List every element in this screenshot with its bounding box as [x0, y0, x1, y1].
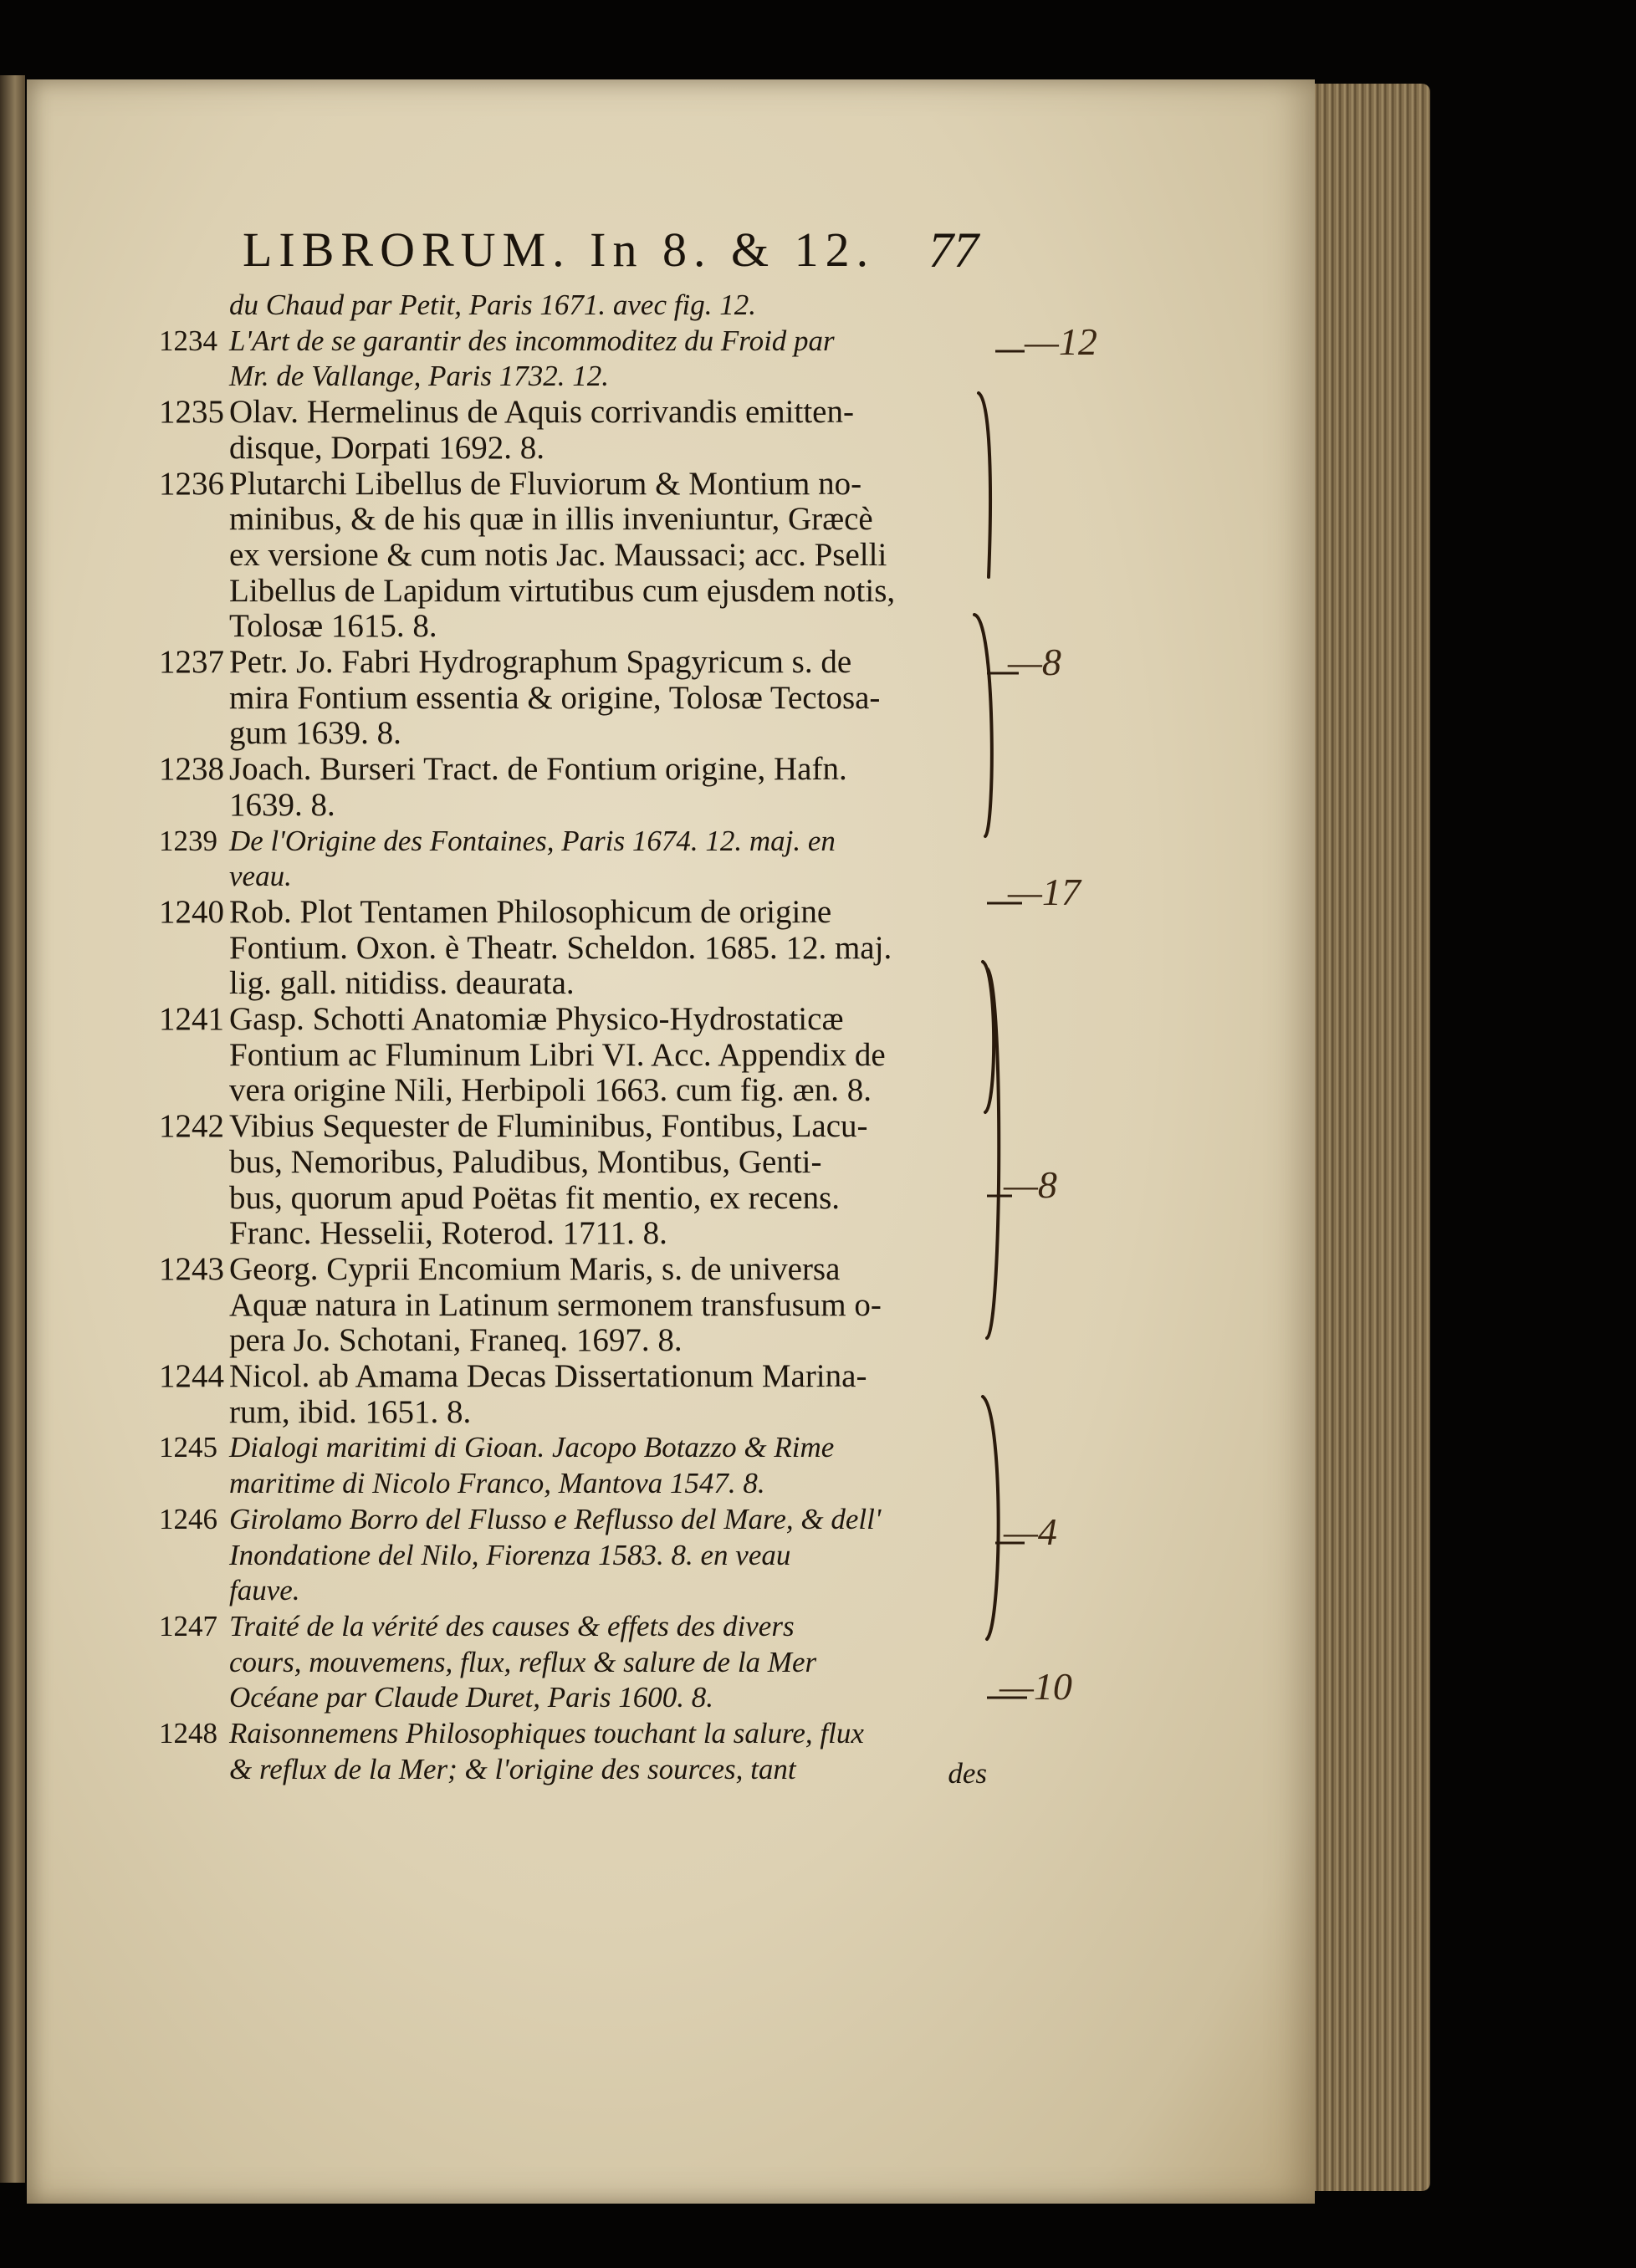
entry-text: Olav. Hermelinus de Aquis corrivandis emitten- — [229, 394, 854, 430]
entry-text: Franc. Hesselii, Roterod. 1711. 8. — [229, 1215, 667, 1251]
entry-text: maritime di Nicolo Franco, Mantova 1547. 8. — [229, 1467, 765, 1499]
margin-note-4: —8 — [1004, 1163, 1057, 1206]
entry-text: Plutarchi Libellus de Fluviorum & Montium no- — [229, 466, 862, 502]
entry-text: Dialogi maritimi di Gioan. Jacopo Botazzo & Rime — [229, 1431, 835, 1463]
entry-text: gum 1639. 8. — [229, 715, 401, 751]
entry-number: 1245 — [159, 1431, 217, 1463]
entry-text: Petr. Jo. Fabri Hydrographum Spagyricum s. de — [229, 644, 852, 680]
margin-note-5: —4 — [1004, 1510, 1057, 1553]
entry-text: L'Art de se garantir des incommoditez du Froid par — [229, 324, 835, 357]
entry-text: Nicol. ab Amama Decas Dissertationum Marina- — [229, 1358, 867, 1394]
entry-text: Vibius Sequester de Fluminibus, Fontibus, Lacu- — [229, 1108, 868, 1144]
entry-number: 1248 — [159, 1717, 217, 1750]
entry-text: 1639. 8. — [229, 787, 335, 823]
entry-number: 1247 — [159, 1610, 217, 1642]
bracket-1 — [979, 393, 990, 577]
entry-text: bus, quorum apud Poëtas fit mentio, ex recens. — [229, 1180, 841, 1216]
entry-text: cours, mouvemens, flux, reflux & salure de la Mer — [229, 1646, 817, 1678]
entry-text: & reflux de la Mer; & l'origine des sources, tant — [229, 1753, 796, 1785]
entry-text: Mr. de Vallange, Paris 1732. 12. — [229, 360, 610, 392]
entry-text: Inondatione del Nilo, Fiorenza 1583. 8. en veau — [229, 1539, 791, 1571]
margin-note-6: —10 — [999, 1665, 1072, 1708]
entry-text: Raisonnemens Philosophiques touchant la salure, flux — [229, 1717, 864, 1750]
entry-text: Gasp. Schotti Anatomiæ Physico-Hydrostaticæ — [229, 1001, 844, 1037]
entry-text: ex versione & cum notis Jac. Maussaci; acc. Pselli — [229, 537, 887, 573]
catchword: des — [948, 1757, 987, 1790]
margin-note-1: —12 — [1025, 320, 1097, 363]
entry-text: Girolamo Borro del Flusso e Reflusso del Mare, & dell' — [229, 1503, 882, 1535]
entry-number: 1237 — [159, 644, 224, 680]
entry-text: disque, Dorpati 1692. 8. — [229, 430, 544, 466]
entry-number: 1235 — [159, 394, 224, 430]
entry-text: bus, Nemoribus, Paludibus, Montibus, Genti- — [229, 1144, 822, 1180]
entry-number: 1244 — [159, 1358, 224, 1394]
entry-text: pera Jo. Schotani, Franeq. 1697. 8. — [229, 1322, 683, 1358]
margin-note-3: —17 — [1008, 871, 1081, 913]
entry-text: Tolosæ 1615. 8. — [229, 608, 437, 644]
entry-text: Fontium ac Fluminum Libri VI. Acc. Appendix de — [229, 1037, 886, 1073]
entry-number: 1234 — [159, 324, 217, 357]
entry-text: De l'Origine des Fontaines, Paris 1674. 12. maj. en — [229, 825, 836, 857]
entry-text: mira Fontium essentia & origine, Tolosæ Tectosa- — [229, 680, 881, 716]
header-title: LIBRORUM. In 8. & 12. — [243, 222, 876, 277]
entry-text: Océane par Claude Duret, Paris 1600. 8. — [229, 1681, 714, 1714]
entry-number: 1246 — [159, 1503, 217, 1535]
entry-number: 1242 — [159, 1108, 224, 1144]
entry-text: fauve. — [229, 1574, 300, 1606]
entry-text: Fontium. Oxon. è Theatr. Scheldon. 1685. 12. maj. — [229, 930, 892, 966]
entry-number: 1239 — [159, 825, 217, 857]
bracket-5 — [983, 1397, 999, 1639]
entry-text: Joach. Burseri Tract. de Fontium origine, Hafn. — [229, 751, 847, 787]
entry-text: rum, ibid. 1651. 8. — [229, 1394, 472, 1430]
entry-text: veau. — [229, 860, 292, 892]
entry-text: Traité de la vérité des causes & effets des divers — [229, 1610, 795, 1642]
entry-text: Libellus de Lapidum virtutibus cum ejusdem notis, — [229, 573, 896, 609]
entry-text: Georg. Cyprii Encomium Maris, s. de universa — [229, 1251, 841, 1287]
entry-text: lig. gall. nitidiss. deaurata. — [229, 965, 575, 1001]
page-number: 77 — [928, 222, 979, 278]
entry-number: 1243 — [159, 1251, 224, 1287]
entry-text: vera origine Nili, Herbipoli 1663. cum fig. æn. 8. — [229, 1072, 872, 1108]
margin-note-2: —8 — [1008, 641, 1061, 683]
entry-number: 1240 — [159, 894, 224, 930]
entry-number: 1236 — [159, 466, 224, 502]
entry-text: Aquæ natura in Latinum sermonem transfusum o- — [229, 1287, 882, 1323]
entry-number: 1241 — [159, 1001, 224, 1037]
entry-text: du Chaud par Petit, Paris 1671. avec fig. 12. — [229, 289, 756, 321]
entry-text: minibus, & de his quæ in illis inveniuntur, Græcè — [229, 501, 873, 537]
bracket-2 — [974, 615, 992, 836]
entry-number: 1238 — [159, 751, 224, 787]
entry-text: Rob. Plot Tentamen Philosophicum de origine — [229, 894, 832, 930]
